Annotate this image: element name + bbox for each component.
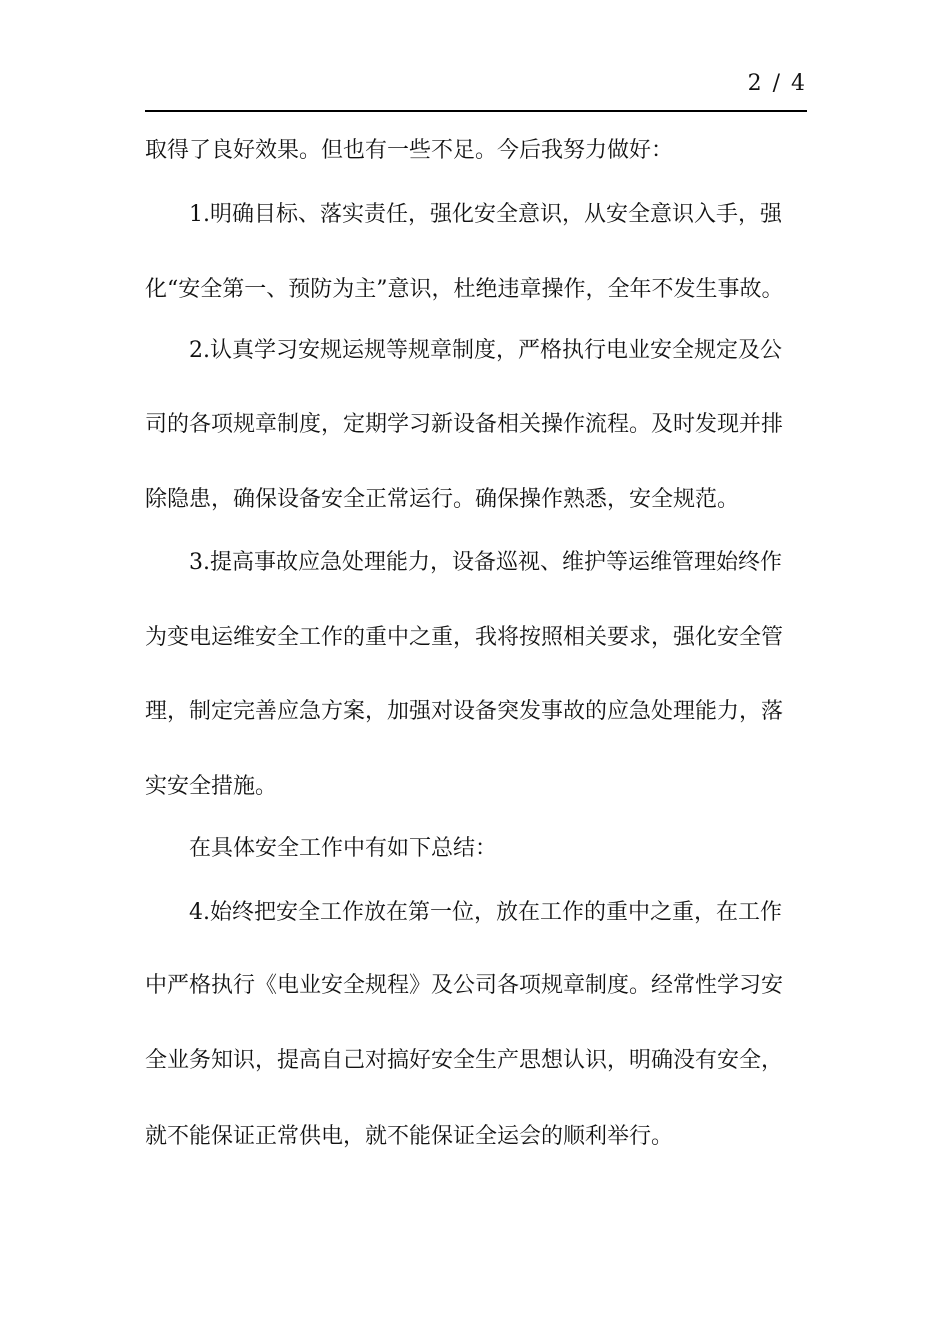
text-line: 理，制定完善应急方案，加强对设备突发事故的应急处理能力，落 [145, 699, 784, 724]
text-line: 中严格执行《电业安全规程》及公司各项规章制度。经常性学习安 [145, 973, 784, 998]
text-line: 2.认真学习安规运规等规章制度，严格执行电业安全规定及公 [189, 338, 782, 363]
text-line: 取得了良好效果。但也有一些不足。今后我努力做好： [145, 138, 674, 163]
text-line: 除隐患，确保设备安全正常运行。确保操作熟悉，安全规范。 [145, 487, 740, 512]
text-line: 实安全措施。 [145, 774, 278, 799]
text-line: 3.提高事故应急处理能力，设备巡视、维护等运维管理始终作 [189, 550, 782, 575]
text-line: 在具体安全工作中有如下总结： [189, 836, 498, 861]
text-line: 化“安全第一、预防为主”意识，杜绝违章操作，全年不发生事故。 [145, 277, 784, 302]
page-number: 2 / 4 [747, 71, 807, 96]
text-line: 1.明确目标、落实责任，强化安全意识，从安全意识入手，强 [189, 202, 782, 227]
text-line: 4.始终把安全工作放在第一位，放在工作的重中之重，在工作 [189, 900, 782, 925]
text-line: 为变电运维安全工作的重中之重，我将按照相关要求，强化安全管 [145, 625, 784, 650]
text-line: 就不能保证正常供电，就不能保证全运会的顺利举行。 [145, 1124, 674, 1149]
header-rule [145, 110, 807, 112]
text-line: 全业务知识，提高自己对搞好安全生产思想认识，明确没有安全， [145, 1048, 784, 1073]
text-line: 司的各项规章制度，定期学习新设备相关操作流程。及时发现并排 [145, 412, 784, 437]
